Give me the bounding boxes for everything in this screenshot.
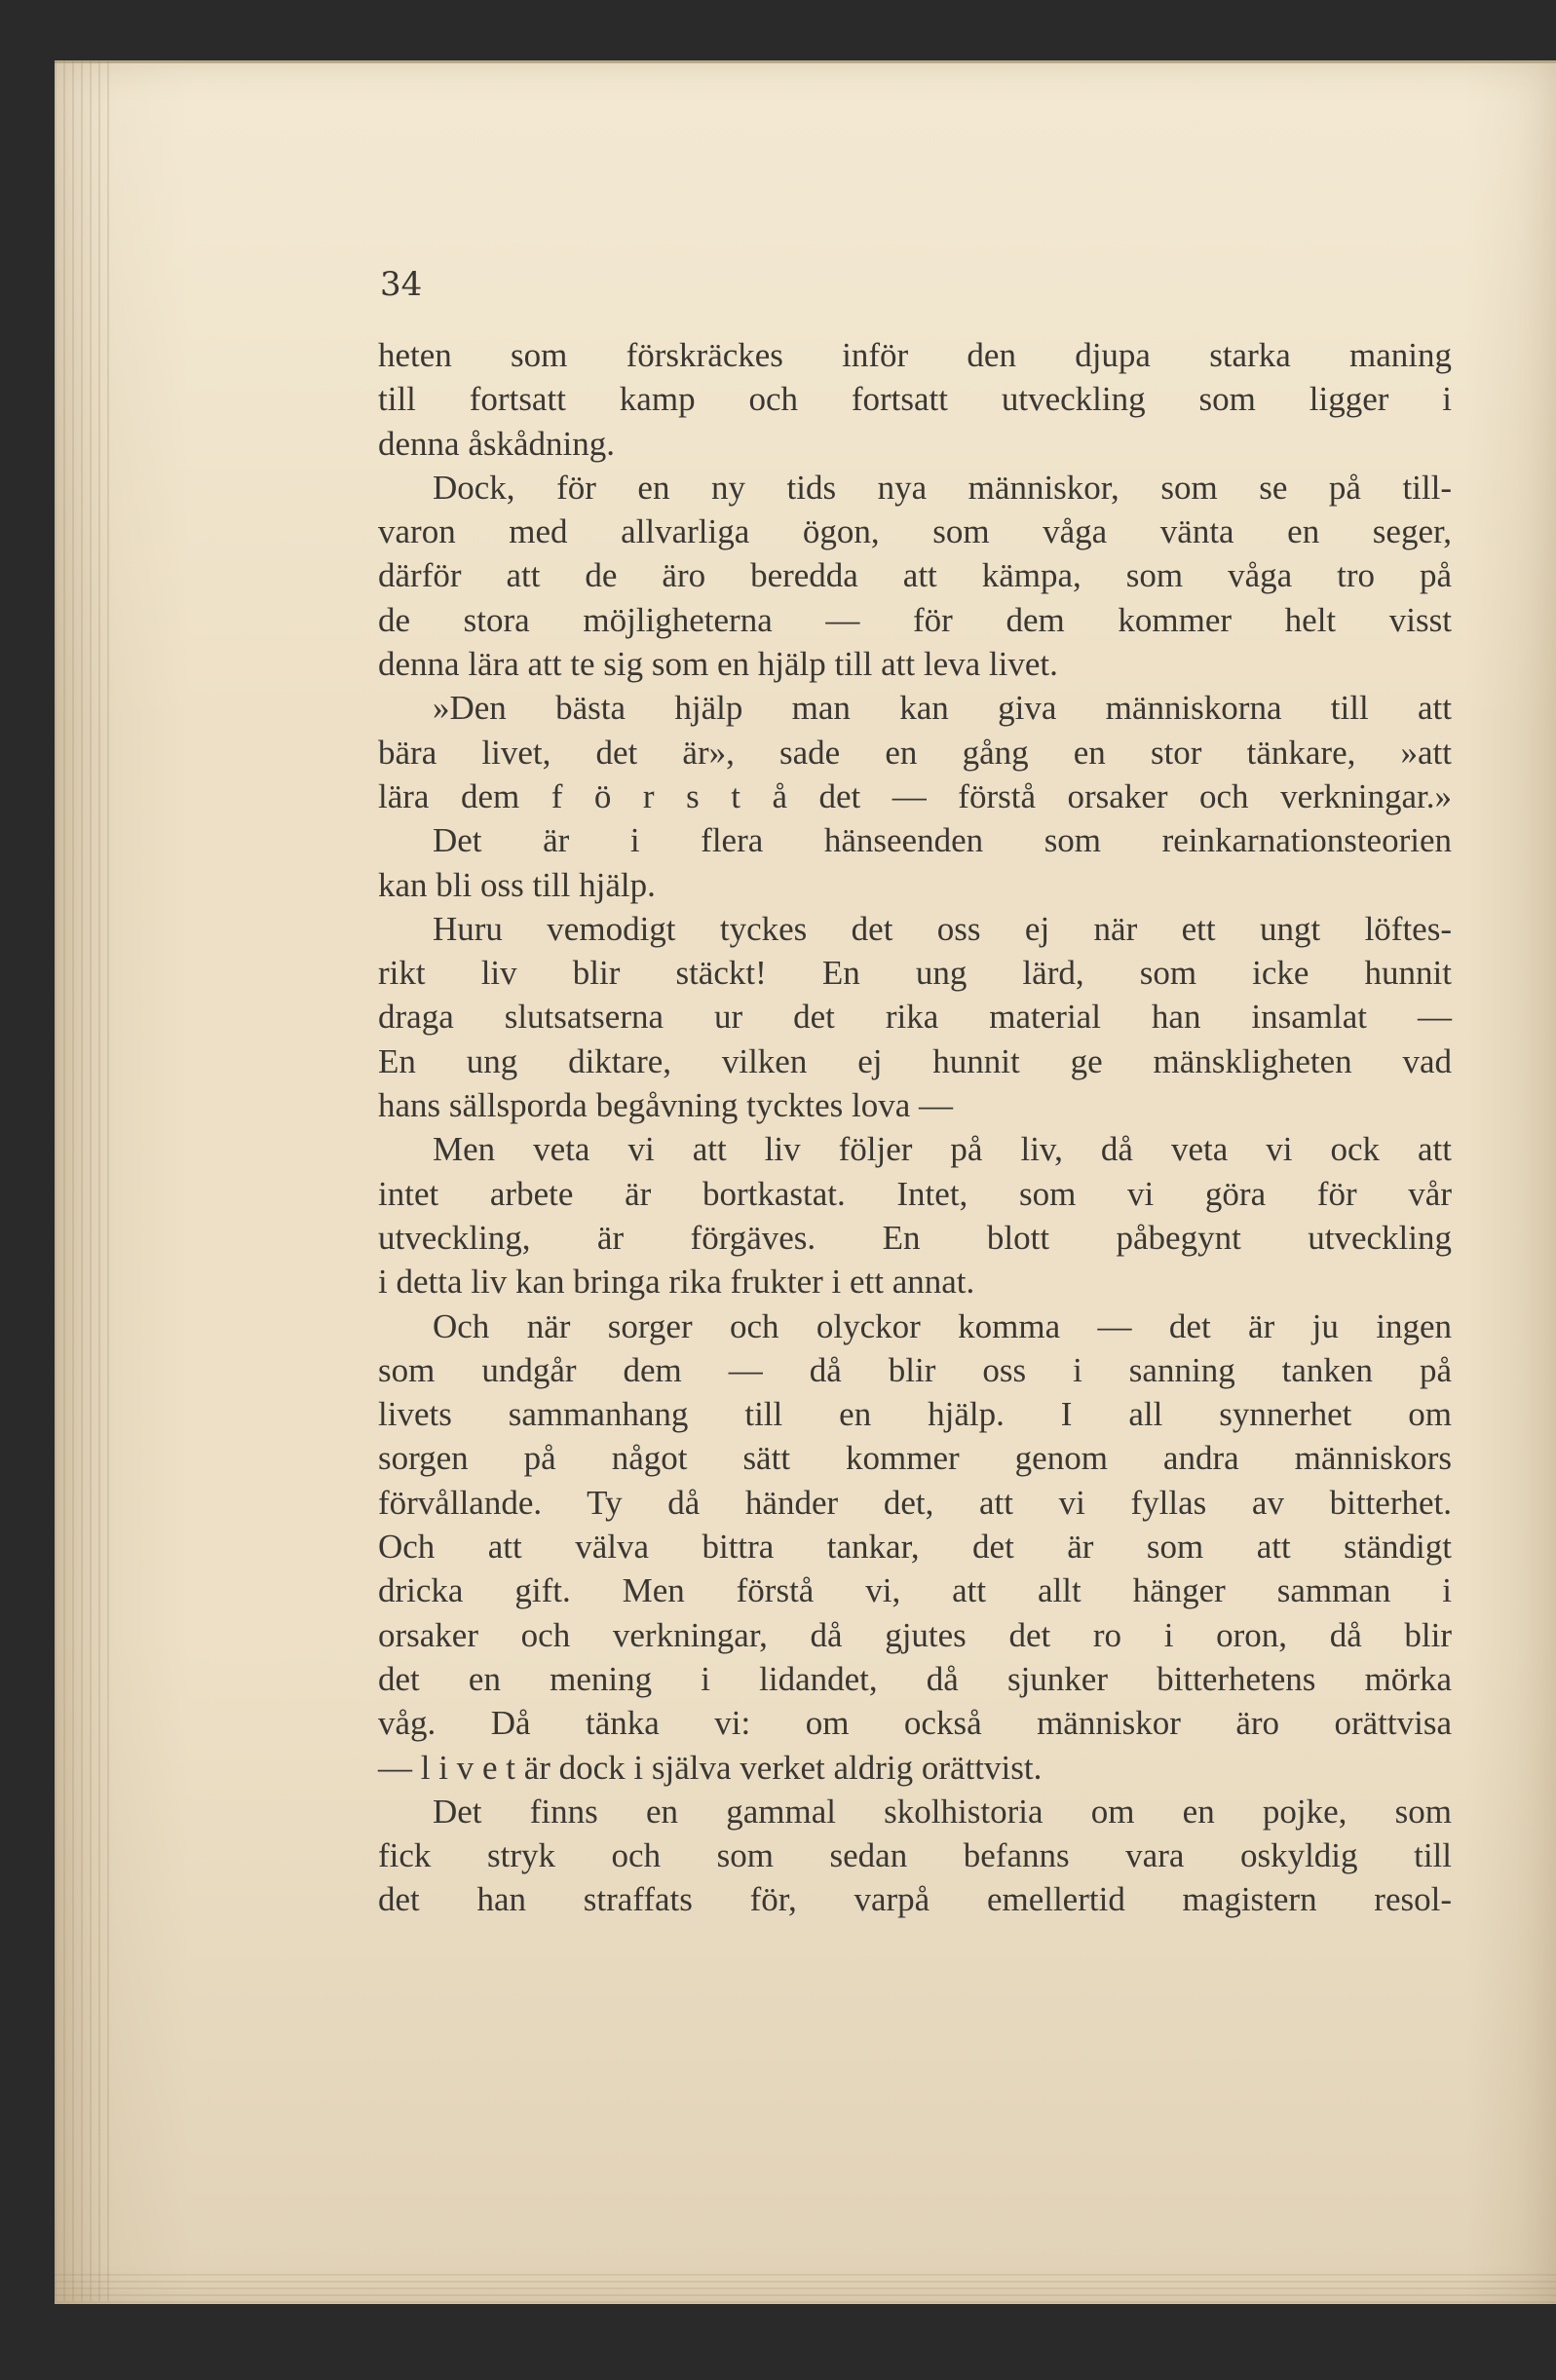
text-line: Det finns en gammal skolhistoria om en pojke, som — [433, 1792, 1452, 1831]
text-line: Det är i flera hänseenden som reinkarnationsteorien — [433, 821, 1452, 860]
text-line: Huru vemodigt tyckes det oss ej när ett ungt löftes- — [433, 909, 1452, 948]
text-line: det han straffats för, varpå emellertid magistern resol- — [378, 1880, 1452, 1919]
text-line: intet arbete är bortkastat. Intet, som vi göra för vår — [378, 1174, 1452, 1213]
text-line: utveckling, är förgäves. En blott påbegynt utveckling — [378, 1218, 1452, 1257]
text-line: de stora möjligheterna — för dem kommer helt visst — [378, 600, 1452, 639]
text-line: — l i v e t är dock i själva verket aldrig orättvist. — [378, 1748, 1043, 1787]
text-line: En ung diktare, vilken ej hunnit ge mänskligheten vad — [378, 1041, 1452, 1080]
text-line: heten som förskräckes inför den djupa starka maning — [378, 336, 1452, 374]
text-line: kan bli oss till hjälp. — [378, 865, 656, 904]
text-line: Och när sorger och olyckor komma — det är ju ingen — [433, 1306, 1452, 1345]
text-line: hans sällsporda begåvning tycktes lova — — [378, 1086, 954, 1125]
page-edge-left — [55, 60, 113, 2301]
text-line: bära livet, det är», sade en gång en stor tänkare, »att — [378, 733, 1452, 772]
text-line: denna lära att te sig som en hjälp till att leva livet. — [378, 645, 1058, 684]
text-line: sorgen på något sätt kommer genom andra människors — [378, 1439, 1452, 1478]
text-line: till fortsatt kamp och fortsatt utveckling som ligger i — [378, 380, 1452, 419]
text-line: förvållande. Ty då händer det, att vi fyllas av bitterhet. — [378, 1483, 1452, 1522]
page-edge-bottom — [55, 2274, 1556, 2303]
text-line: våg. Då tänka vi: om också människor äro orättvisa — [378, 1704, 1452, 1743]
text-line: fick stryk och som sedan befanns vara oskyldig till — [378, 1836, 1452, 1875]
text-line: rikt liv blir stäckt! En ung lärd, som icke hunnit — [378, 954, 1452, 993]
text-line: varon med allvarliga ögon, som våga vänta en seger, — [378, 512, 1452, 551]
text-line: därför att de äro beredda att kämpa, som våga tro på — [378, 556, 1452, 595]
body-text — [378, 333, 1452, 1922]
text-line: lära dem f ö r s t å det — förstå orsaker och verkningar.» — [378, 776, 1452, 815]
text-line: som undgår dem — då blir oss i sanning tanken på — [378, 1350, 1452, 1389]
text-line: i detta liv kan bringa rika frukter i ett annat. — [378, 1263, 975, 1302]
text-line: denna åskådning. — [378, 424, 615, 463]
text-line: Men veta vi att liv följer på liv, då veta vi ock att — [433, 1130, 1452, 1169]
page-number: 34 — [380, 265, 423, 304]
text-line: dricka gift. Men förstå vi, att allt hänger samman i — [378, 1571, 1452, 1610]
text-line: livets sammanhang till en hjälp. I all synnerhet om — [378, 1395, 1452, 1434]
text-line: Dock, för en ny tids nya människor, som se på till- — [433, 468, 1452, 507]
text-line: det en mening i lidandet, då sjunker bitterhetens mörka — [378, 1659, 1452, 1698]
text-line: orsaker och verkningar, då gjutes det ro i oron, då blir — [378, 1615, 1452, 1654]
text-line: »Den bästa hjälp man kan giva människorna till att — [433, 689, 1452, 728]
text-line: draga slutsatserna ur det rika material han insamlat — — [378, 998, 1452, 1037]
text-line: Och att välva bittra tankar, det är som att ständigt — [378, 1528, 1452, 1567]
